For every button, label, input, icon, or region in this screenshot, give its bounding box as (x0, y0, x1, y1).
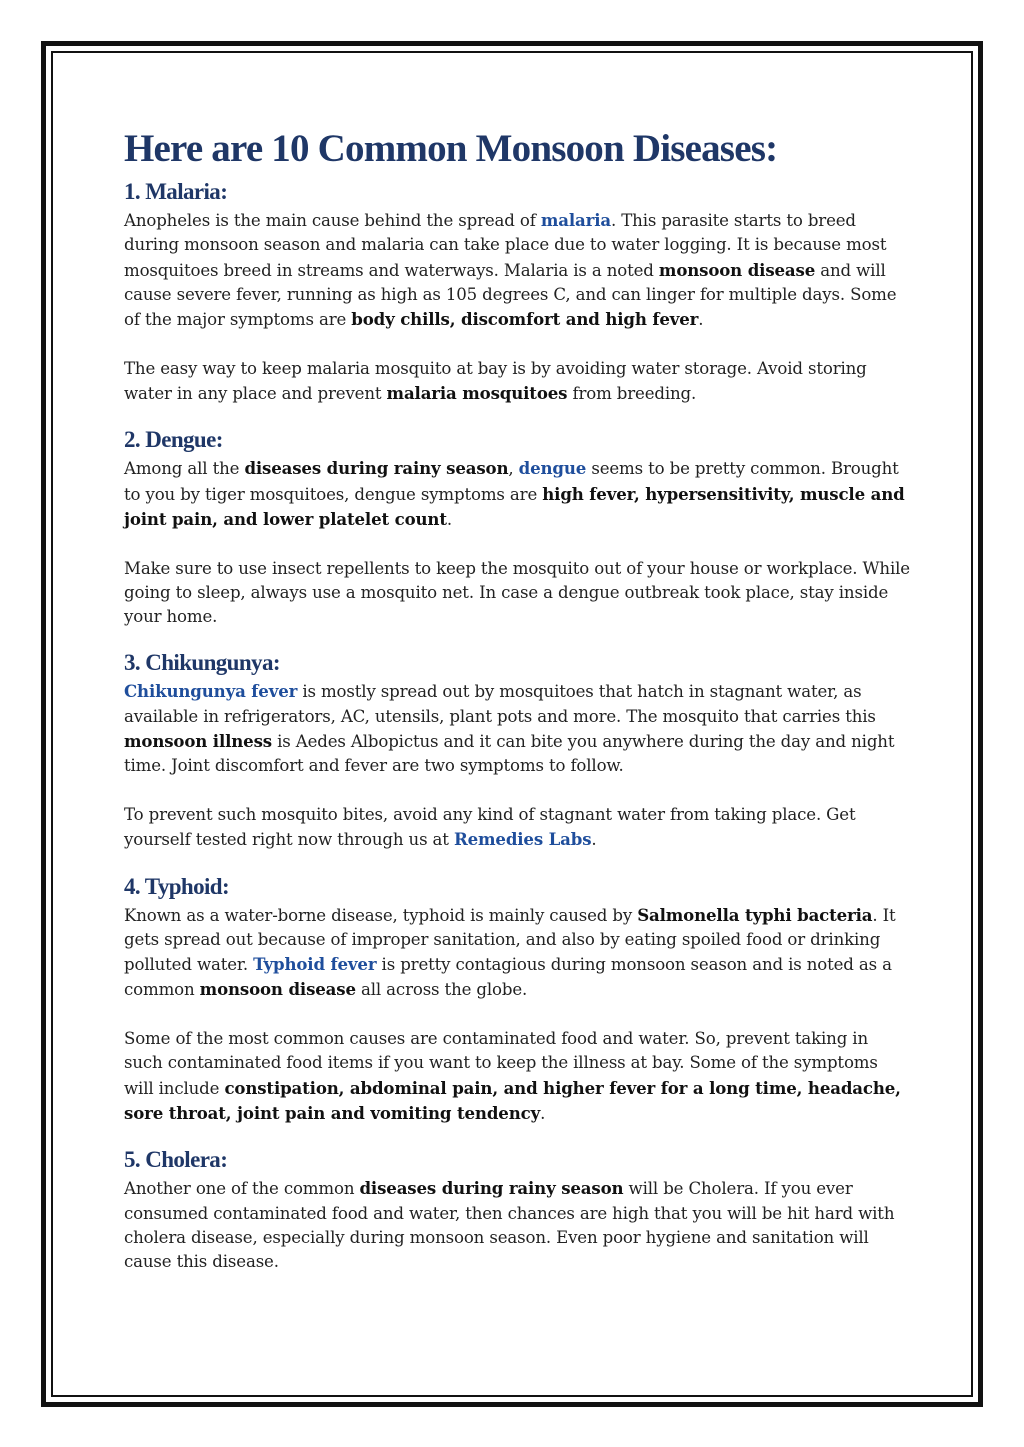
text-run: Anopheles is the main cause behind the spread of (124, 211, 541, 230)
section-heading-cholera: 5. Cholera: (124, 1147, 228, 1173)
malaria-paragraph-2 (124, 357, 910, 407)
text-run: . (446, 509, 452, 529)
typhoid-paragraph-2 (124, 1027, 910, 1126)
text-run: will be Cholera. If you ever consumed contaminated food and water, then chances are high that you will be hit hard with cholera disease, especially during monsoon season. Even poor hygiene and sanitation will cause this disease. (124, 1179, 895, 1272)
text-run: all across the globe. (355, 980, 528, 1000)
text-run: . (698, 310, 704, 330)
text-run: The easy way to keep malaria mosquito at bay is by avoiding water storage. Avoid storing water in any place and prevent (124, 358, 867, 404)
text-run: , (508, 459, 519, 479)
text-run: . This parasite starts to breed during monsoon season and malaria can take place due to water logging. It is because most mosquitoes breed in streams and waterways. Malaria is a noted (124, 211, 887, 280)
bold-text: malaria mosquitoes (386, 383, 568, 404)
bold-text: diseases during rainy season (359, 1178, 624, 1199)
chikungunya-paragraph-2 (124, 803, 910, 853)
bold-text: constipation, abdominal pain, and higher fever for a long time, headache, sore throat, joint pain and vomiting tendency (124, 1077, 901, 1123)
malaria-link[interactable]: malaria (540, 210, 611, 230)
text-run: Among all the (124, 459, 245, 479)
text-run: . (591, 830, 597, 850)
dengue-paragraph-2 (124, 557, 910, 630)
section-malaria (124, 176, 910, 406)
typhoid-fever-link[interactable]: Typhoid fever (253, 954, 377, 975)
text-run: Some of the most common causes are contaminated food and water. So, prevent taking in such contaminated food items if you want to keep the illness at bay. Some of the symptoms will include (124, 1029, 878, 1098)
bold-text: body chills, discomfort and high fever (351, 309, 699, 330)
cholera-paragraph-1 (124, 1176, 910, 1274)
chikungunya-fever-link[interactable]: Chikungunya fever (124, 681, 298, 702)
section-heading-chikungunya: 3. Chikungunya: (124, 650, 280, 676)
text-run: Make sure to use insect repellents to keep the mosquito out of your house or workplace. While going to sleep, always use a mosquito net. In case a dengue outbreak took place, stay inside your home. (124, 558, 910, 627)
typhoid-paragraph-1 (124, 903, 910, 1003)
chikungunya-paragraph-1 (124, 679, 910, 778)
bold-text: monsoon disease (658, 259, 816, 280)
bold-text: monsoon illness (124, 731, 272, 752)
bold-text: high fever, hypersensitivity, muscle and joint pain, and lower platelet count (124, 483, 905, 529)
text-run: Another one of the common (124, 1179, 360, 1199)
text-run: Known as a water-borne disease, typhoid is mainly caused by (124, 905, 638, 925)
text-run: . (540, 1103, 546, 1123)
bold-text: monsoon disease (199, 979, 356, 1000)
text-run: . It gets spread out because of improper sanitation, and also by eating spoiled food or drinking polluted water. (124, 905, 896, 975)
section-heading-typhoid: 4. Typhoid: (124, 873, 230, 899)
dengue-link[interactable]: dengue (518, 458, 587, 479)
bold-text: diseases during rainy season (244, 458, 509, 479)
text-run: seems to be pretty common. Brought to you by tiger mosquitoes, dengue symptoms are (124, 459, 899, 504)
text-run: is mostly spread out by mosquitoes that hatch in stagnant water, as available in refrigerators, AC, utensils, plant pots and more. The mosquito that carries this (124, 682, 876, 726)
remedies-labs-link[interactable]: Remedies Labs (453, 829, 592, 850)
text-run: is Aedes Albopictus and it can bite you anywhere during the day and night time. Joint discomfort and fever are two symptoms to follow. (124, 732, 895, 776)
malaria-paragraph-1 (124, 208, 910, 332)
text-run: from breeding. (567, 384, 697, 404)
section-dengue (124, 424, 910, 629)
text-run: and will cause severe fever, running as high as 105 degrees C, and can linger for multiple days. Some of the major symptoms are (124, 260, 897, 330)
text-run: To prevent such mosquito bites, avoid any kind of stagnant water from taking place. Get yourself tested right now through us at (124, 804, 856, 850)
dengue-paragraph-1 (124, 456, 910, 532)
section-chikungunya (124, 647, 910, 852)
page-title: Here are 10 Common Monsoon Diseases: (124, 127, 778, 170)
section-cholera (124, 1144, 910, 1274)
section-heading-dengue: 2. Dengue: (124, 427, 223, 453)
text-run: is pretty contagious during monsoon season and is noted as a common (124, 955, 892, 1000)
section-typhoid (124, 871, 910, 1127)
bold-text: Salmonella typhi bacteria (637, 904, 873, 925)
document-body (124, 126, 910, 1292)
section-heading-malaria: 1. Malaria: (124, 179, 228, 204)
